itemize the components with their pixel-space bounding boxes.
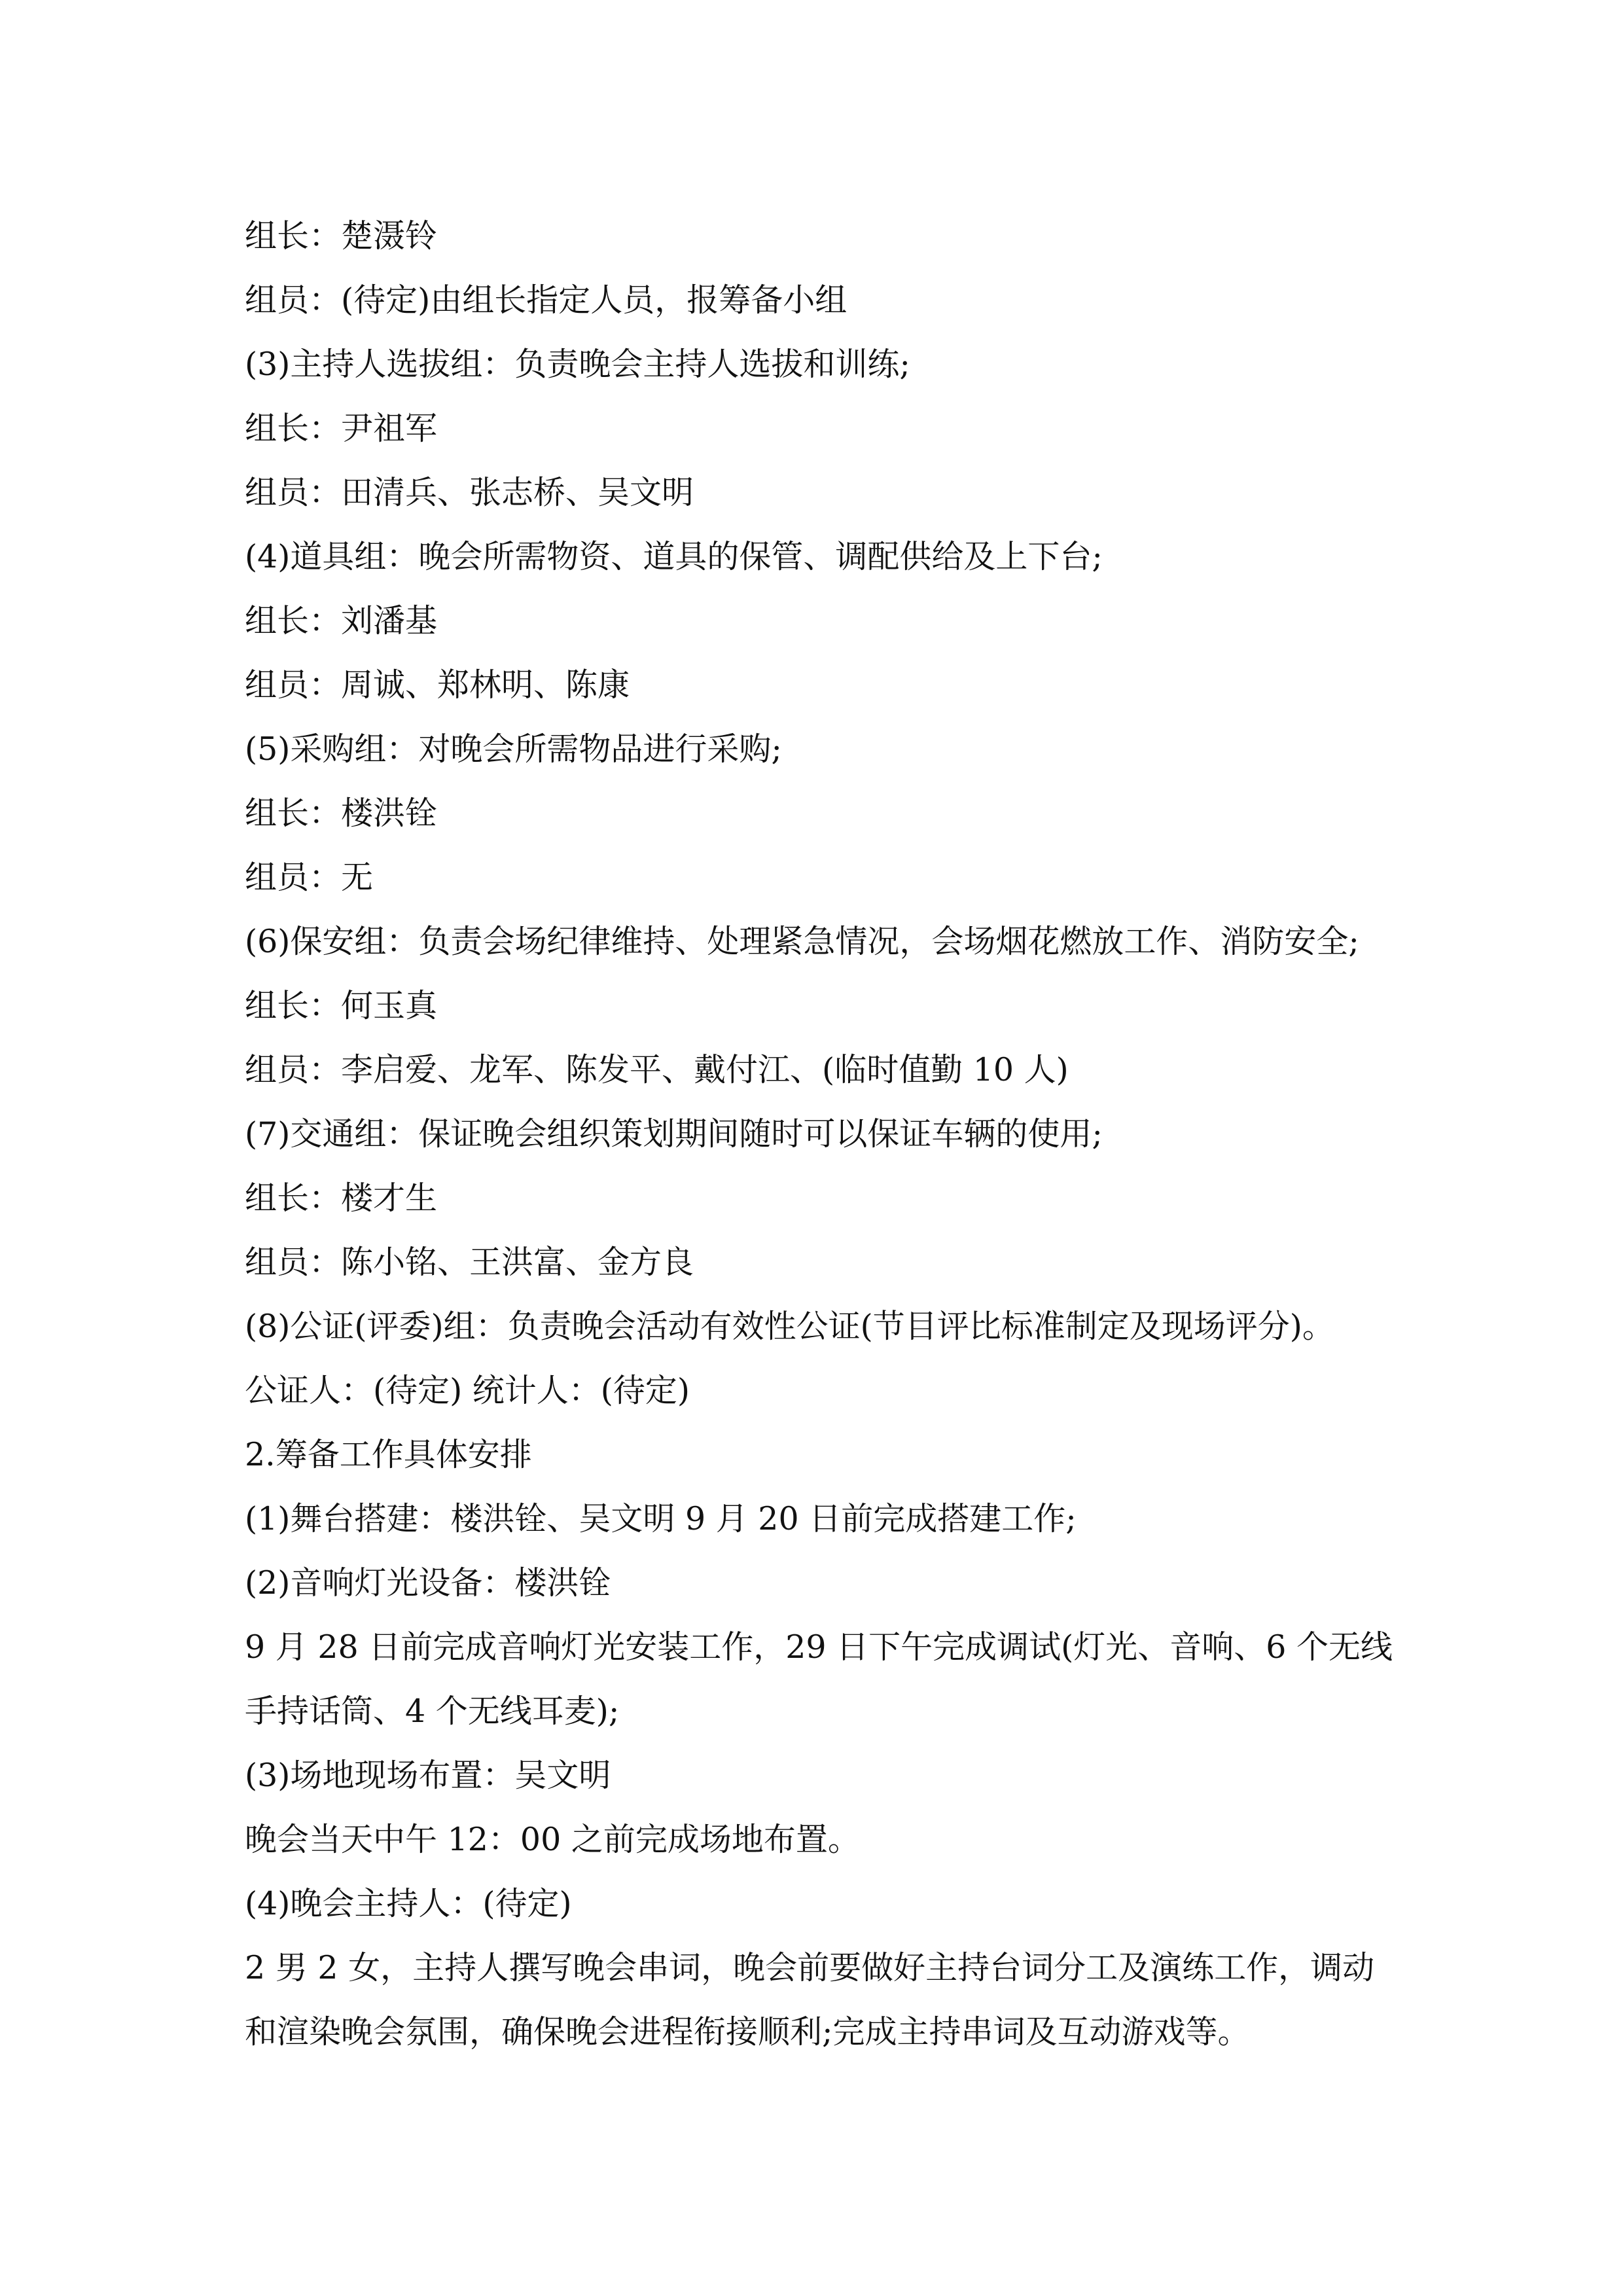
text-line: (2)音响灯光设备：楼洪铨 (245, 1564, 611, 1602)
text-line: 组长：楚滠铃 (245, 217, 438, 255)
section-heading: (5)采购组：对晚会所需物品进行采购; (245, 730, 782, 768)
section-title: 2.筹备工作具体安排 (245, 1436, 532, 1473)
text-line: 组长：楼洪铨 (245, 795, 438, 832)
section-heading: (7)交通组：保证晚会组织策划期间随时可以保证车辆的使用; (245, 1115, 1103, 1153)
text-line: 组员：周诚、郑林明、陈康 (245, 666, 630, 704)
text-line: 组员：李启爱、龙军、陈发平、戴付江、(临时值勤 10 人) (245, 1051, 1069, 1088)
text-line: 组员：(待定)由组长指定人员，报筹备小组 (245, 281, 847, 319)
text-line: 组长：何玉真 (245, 987, 438, 1024)
text-line: 组员：田清兵、张志桥、吴文明 (245, 474, 694, 511)
text-line: 组长：楼才生 (245, 1179, 438, 1217)
section-heading: (3)主持人选拔组：负责晚会主持人选拔和训练; (245, 346, 910, 383)
text-line: 组员：无 (245, 859, 374, 896)
section-heading: (6)保安组：负责会场纪律维持、处理紧急情况，会场烟花燃放工作、消防安全; (245, 923, 1359, 960)
text-line: 组长：刘潘基 (245, 602, 438, 639)
text-line: 组员：陈小铭、王洪富、金方良 (245, 1244, 694, 1281)
section-heading: (8)公证(评委)组：负责晚会活动有效性公证(节目评比标准制定及现场评分)。 (245, 1308, 1334, 1345)
paragraph: 2 男 2 女，主持人撰写晚会串词，晚会前要做好主持台词分工及演练工作，调动和渲染晚会氛围，确保晚会进程衔接顺利;完成主持串词及互动游戏等。 (245, 1949, 1375, 2051)
paragraph: 9 月 28 日前完成音响灯光安装工作，29 日下午完成调试(灯光、音响、6 个无线手持话筒、4 个无线耳麦); (245, 1628, 1393, 1730)
document-body (245, 204, 1397, 2064)
text-line: 公证人：(待定) 统计人：(待定) (245, 1372, 690, 1409)
section-heading: (4)道具组：晚会所需物资、道具的保管、调配供给及上下台; (245, 538, 1103, 575)
text-line: 组长：尹祖军 (245, 410, 438, 447)
text-line: (4)晚会主持人：(待定) (245, 1885, 572, 1922)
text-line: (3)场地现场布置：吴文明 (245, 1757, 611, 1794)
text-line: 晚会当天中午 12：00 之前完成场地布置。 (245, 1821, 860, 1858)
text-line: (1)舞台搭建：楼洪铨、吴文明 9 月 20 日前完成搭建工作; (245, 1500, 1077, 1537)
